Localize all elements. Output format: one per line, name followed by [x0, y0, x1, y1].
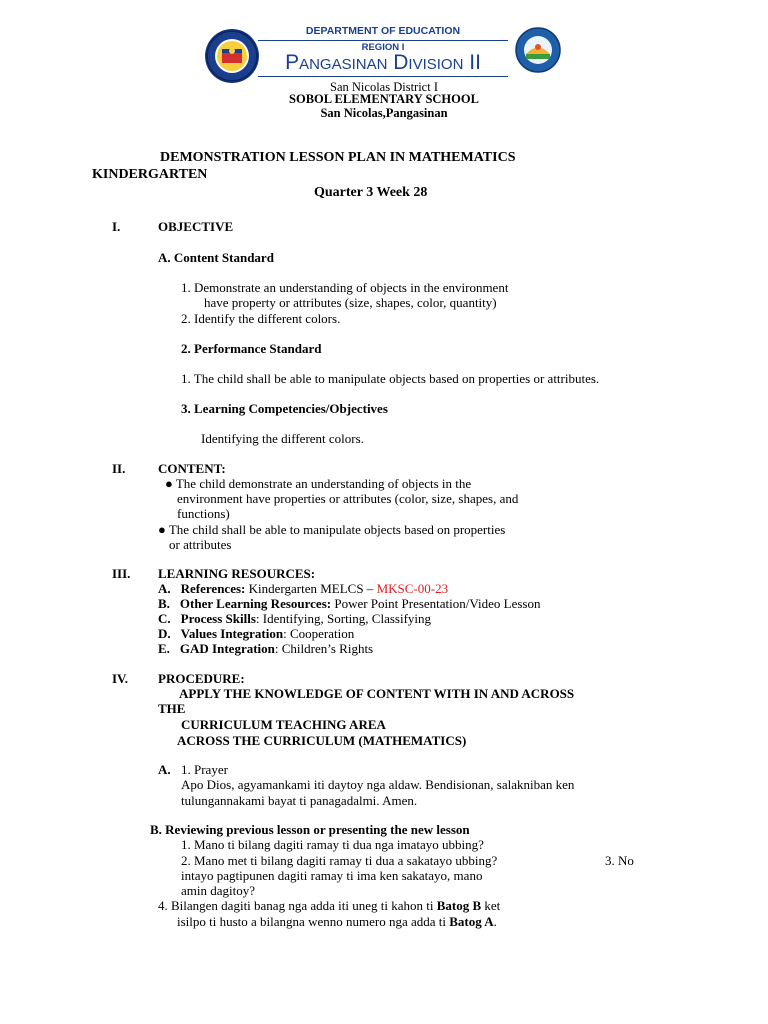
content-bullet-2: ● The child shall be able to manipulate objects based on properties: [158, 522, 506, 537]
school-address: San Nicolas,Pangasinan: [320, 106, 448, 120]
procedure-apply-line-2: THE: [158, 701, 186, 716]
reviewing-lesson-heading: B. Reviewing previous lesson or presenting the new lesson: [150, 822, 470, 837]
performance-standard-item: 1. The child shall be able to manipulate objects based on properties or attributes.: [181, 371, 600, 386]
department-name: DEPARTMENT OF EDUCATION: [305, 25, 461, 37]
content-bullet-1: ● The child demonstrate an understanding of objects in the: [165, 476, 472, 491]
review-question-1: 1. Mano ti bilang dagiti ramay ti dua nga imatayo ubbing?: [181, 837, 484, 852]
section-number-3: III.: [112, 566, 131, 581]
section-number-4: IV.: [112, 671, 129, 686]
region-name: REGION I: [361, 42, 405, 53]
review-question-2: 2. Mano met ti bilang dagiti ramay ti dua a sakatayo ubbing?: [181, 853, 498, 868]
procedure-apply-line-1: APPLY THE KNOWLEDGE OF CONTENT WITH IN AND ACROSS: [179, 686, 575, 701]
school-name: SOBOL ELEMENTARY SCHOOL: [289, 92, 479, 106]
lesson-title: DEMONSTRATION LESSON PLAN IN MATHEMATICS: [160, 150, 516, 165]
resource-item: A. References: Kindergarten MELCS – MKSC-00-23: [158, 581, 449, 596]
division-seal: [515, 27, 561, 73]
section-heading-learning-resources: LEARNING RESOURCES:: [158, 566, 316, 581]
content-standard-item-1: 1. Demonstrate an understanding of objects in the environment: [181, 280, 509, 295]
review-question-3-number: 3. No: [605, 853, 634, 868]
section-heading-objective: OBJECTIVE: [158, 219, 234, 234]
content-bullet-1-cont-a: environment have properties or attributes (color, size, shapes, and: [177, 491, 519, 506]
deped-seal-icon: [205, 29, 259, 83]
resource-item: C. Process Skills: Identifying, Sorting, Classifying: [158, 611, 432, 626]
section-heading-procedure: PROCEDURE:: [158, 671, 245, 686]
district-name: San Nicolas District I: [330, 80, 438, 94]
learning-competencies-item: Identifying the different colors.: [201, 431, 364, 446]
review-question-4-line-1: 4. Bilangen dagiti banag nga adda iti uneg ti kahon ti Batog B ket: [158, 898, 501, 913]
section-number-1: I.: [112, 219, 121, 234]
procedure-apply-line-3: CURRICULUM TEACHING AREA: [181, 717, 386, 732]
review-question-3-line-1: intayo pagtipunen dagiti ramay ti ima ken sakatayo, mano: [181, 868, 483, 883]
performance-standard-heading: 2. Performance Standard: [181, 341, 322, 356]
header-rule-top: [258, 40, 508, 41]
section-number-2: II.: [112, 461, 126, 476]
procedure-apply-line-4: ACROSS THE CURRICULUM (MATHEMATICS): [177, 733, 467, 748]
prayer-text-line-2: tulungannakami bayat ti panagadalmi. Amen.: [181, 793, 418, 808]
prayer-label: 1. Prayer: [181, 762, 228, 777]
lesson-subject: KINDERGARTEN: [92, 167, 208, 182]
division-name: Pangasinan Division II: [285, 51, 481, 74]
learning-competencies-heading: 3. Learning Competencies/Objectives: [181, 401, 388, 416]
content-bullet-1-cont-b: functions): [177, 506, 230, 521]
review-question-3-line-2: amin dagitoy?: [181, 883, 256, 898]
prayer-text-line-1: Apo Dios, agyamankami iti daytoy nga aldaw. Bendisionan, salakniban ken: [181, 777, 575, 792]
section-heading-content: CONTENT:: [158, 461, 226, 476]
lesson-quarter: Quarter 3 Week 28: [314, 185, 428, 200]
content-bullet-2-cont: or attributes: [169, 537, 232, 552]
header-rule-bottom: [258, 76, 508, 77]
content-standard-item-1-cont: have property or attributes (size, shapes, color, quantity): [204, 295, 497, 310]
resource-item: D. Values Integration: Cooperation: [158, 626, 355, 641]
review-question-4-line-2: isilpo ti husto a bilangna wenno numero nga adda ti Batog A.: [177, 914, 497, 929]
content-standard-heading: A. Content Standard: [158, 250, 274, 265]
procedure-a-letter: A.: [158, 762, 171, 777]
content-standard-item-2: 2. Identify the different colors.: [181, 311, 341, 326]
resource-item: E. GAD Integration: Children’s Rights: [158, 641, 374, 656]
melc-code: MKSC-00-23: [376, 581, 449, 596]
division-seal-icon: [515, 27, 561, 73]
resource-item: B. Other Learning Resources: Power Point Presentation/Video Lesson: [158, 596, 541, 611]
deped-seal: [205, 29, 259, 83]
